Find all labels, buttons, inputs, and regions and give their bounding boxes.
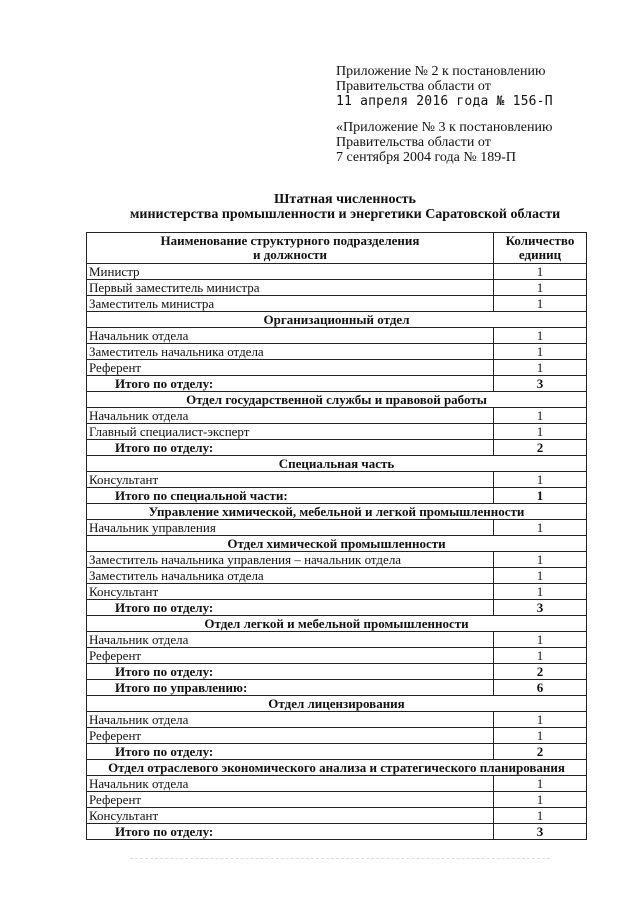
table-header-row [87,233,587,264]
position-count: 1 [494,280,587,296]
total-count: 6 [494,680,587,696]
header-name-line: Наименование структурного подразделения [160,233,420,248]
total-count: 2 [494,664,587,680]
position-name: Начальник отдела [87,408,494,424]
position-name: Главный специалист-эксперт [87,424,494,440]
total-count: 3 [494,600,587,616]
page-continuation-divider [130,858,550,859]
annex-current-line: Приложение № 2 к постановлению [336,64,546,79]
section-header-row [87,392,587,408]
position-count: 1 [494,424,587,440]
total-row [87,744,587,760]
total-row [87,488,587,504]
position-count: 1 [494,632,587,648]
position-row [87,360,587,376]
total-label: Итого по отделу: [87,744,494,760]
position-count: 1 [494,568,587,584]
position-name: Референт [87,792,494,808]
staffing-table [86,232,587,840]
section-title: Отдел химической промышленности [87,536,587,552]
position-name: Первый заместитель министра [87,280,494,296]
position-row [87,552,587,568]
position-count: 1 [494,648,587,664]
total-label: Итого по специальной части: [87,488,494,504]
document-title: Штатная численность [274,192,416,207]
position-name: Начальник управления [87,520,494,536]
position-count: 1 [494,712,587,728]
header-name-cell [87,233,494,264]
total-count: 3 [494,824,587,840]
position-name: Начальник отдела [87,776,494,792]
total-count: 1 [494,488,587,504]
position-count: 1 [494,776,587,792]
position-row [87,792,587,808]
section-title: Отдел лицензирования [87,696,587,712]
position-name: Референт [87,360,494,376]
annex-original-date-number: 7 сентября 2004 года № 189-П [336,150,516,165]
document-subtitle: министерства промышленности и энергетики Саратовской области [129,207,561,222]
position-name: Консультант [87,808,494,824]
position-row [87,568,587,584]
position-name: Заместитель начальника отдела [87,344,494,360]
position-name: Консультант [87,584,494,600]
annex-original-line: «Приложение № 3 к постановлению [336,120,553,135]
section-header-row [87,312,587,328]
total-label: Итого по отделу: [87,824,494,840]
section-header-row [87,456,587,472]
total-row [87,824,587,840]
position-count: 1 [494,264,587,280]
position-row [87,808,587,824]
section-title: Управление химической, мебельной и легкой промышленности [87,504,587,520]
header-count-line: Количество [505,233,575,248]
position-row [87,584,587,600]
position-row [87,296,587,312]
position-name: Заместитель начальника управления – начальник отдела [87,552,494,568]
position-name: Референт [87,648,494,664]
position-row [87,280,587,296]
position-row [87,648,587,664]
position-count: 1 [494,728,587,744]
total-row [87,376,587,392]
total-count: 3 [494,376,587,392]
position-row [87,712,587,728]
position-row [87,632,587,648]
section-title: Организационный отдел [87,312,587,328]
total-label: Итого по отделу: [87,664,494,680]
position-count: 1 [494,408,587,424]
position-count: 1 [494,792,587,808]
position-count: 1 [494,584,587,600]
total-label: Итого по управлению: [87,680,494,696]
position-row [87,728,587,744]
total-count: 2 [494,744,587,760]
total-label: Итого по отделу: [87,440,494,456]
section-header-row [87,616,587,632]
total-label: Итого по отделу: [87,376,494,392]
position-count: 1 [494,552,587,568]
position-name: Консультант [87,472,494,488]
section-header-row [87,536,587,552]
position-name: Министр [87,264,494,280]
table-body [87,264,587,840]
position-name: Заместитель министра [87,296,494,312]
section-header-row [87,760,587,776]
total-count: 2 [494,440,587,456]
position-row [87,424,587,440]
annex-original-line: Правительства области от [336,135,491,150]
annex-current-reference [336,64,626,109]
total-row [87,600,587,616]
header-count-cell [494,233,587,264]
position-row [87,264,587,280]
total-row [87,440,587,456]
position-count: 1 [494,360,587,376]
position-row [87,344,587,360]
total-row [87,664,587,680]
section-title: Отдел легкой и мебельной промышленности [87,616,587,632]
position-count: 1 [494,328,587,344]
section-title: Отдел государственной службы и правовой работы [87,392,587,408]
total-row [87,680,587,696]
position-row [87,520,587,536]
position-count: 1 [494,808,587,824]
position-name: Заместитель начальника отдела [87,568,494,584]
header-count-line: единиц [518,247,562,262]
position-row [87,472,587,488]
position-name: Начальник отдела [87,712,494,728]
section-header-row [87,504,587,520]
position-count: 1 [494,520,587,536]
section-title: Отдел отраслевого экономического анализа и стратегического планирования [87,760,587,776]
position-name: Референт [87,728,494,744]
position-count: 1 [494,296,587,312]
position-row [87,776,587,792]
total-label: Итого по отделу: [87,600,494,616]
position-row [87,408,587,424]
section-header-row [87,696,587,712]
header-name-line: и должности [252,247,327,262]
position-count: 1 [494,344,587,360]
section-title: Специальная часть [87,456,587,472]
position-count: 1 [494,472,587,488]
position-row [87,328,587,344]
position-name: Начальник отдела [87,328,494,344]
annex-current-line: Правительства области от [336,79,491,94]
annex-original-reference [336,120,626,165]
position-name: Начальник отдела [87,632,494,648]
annex-current-date-number: 11 апреля 2016 года № 156-П [336,94,553,109]
